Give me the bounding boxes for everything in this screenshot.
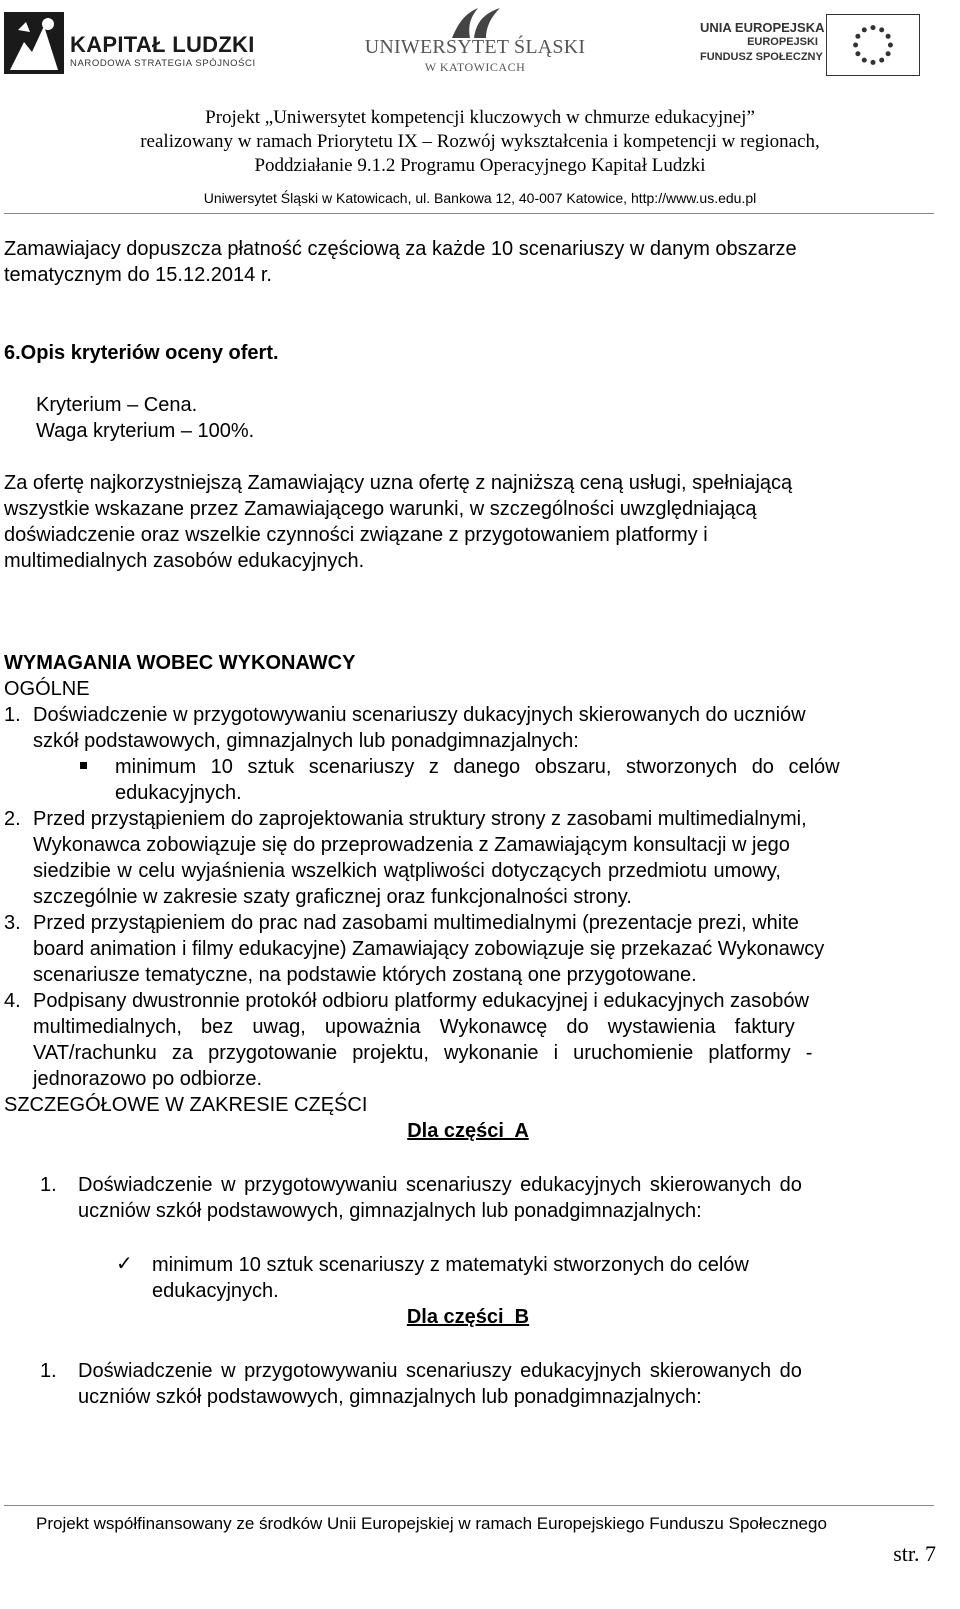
general-item-4-line-4: jednorazowo po odbiorze. bbox=[33, 1068, 263, 1090]
general-item-1-number: 1. bbox=[4, 704, 21, 726]
part-a-item-number: 1. bbox=[40, 1174, 57, 1196]
general-item-3-line-3: scenariusze tematyczne, na podstawie których zostaną one przygotowane. bbox=[33, 964, 697, 986]
eu-logo-line3: FUNDUSZ SPOŁECZNY bbox=[700, 51, 823, 63]
header-divider bbox=[4, 213, 934, 214]
university-logo-subtitle: W KATOWICACH bbox=[424, 60, 526, 74]
general-item-4-line-3: VAT/rachunku za przygotowanie projektu, wykonanie i uruchomienie platformy - bbox=[33, 1042, 813, 1064]
general-item-4-line-2: multimedialnych, bez uwag, upoważnia Wykonawcę do wystawienia faktury bbox=[33, 1016, 795, 1038]
general-item-3-line-2: board animation i filmy edukacyjne) Zamawiający zobowiązuje się przekazać Wykonawcy bbox=[33, 938, 825, 960]
part-a-heading: Dla części A bbox=[407, 1120, 529, 1142]
part-a-line-2: uczniów szkół podstawowych, gimnazjalnych lub ponadgimnazjalnych: bbox=[78, 1200, 702, 1222]
part-b-line-2: uczniów szkół podstawowych, gimnazjalnych lub ponadgimnazjalnych: bbox=[78, 1386, 702, 1408]
detailed-requirements-label: SZCZEGÓŁOWE W ZAKRESIE CZĘŚCI bbox=[4, 1094, 368, 1116]
university-logo-title: UNIWERSYTET ŚLĄSKI bbox=[364, 36, 586, 58]
university-address: Uniwersytet Śląski w Katowicach, ul. Bankowa 12, 40-007 Katowice, http://www.us.edu.pl bbox=[203, 190, 757, 206]
project-line-2: realizowany w ramach Priorytetu IX – Rozwój wykształcenia i kompetencji w regionach, bbox=[140, 131, 820, 152]
general-item-1-bullet-line-2: edukacyjnych. bbox=[115, 782, 242, 804]
criterion-weight-text: Waga kryterium – 100%. bbox=[36, 420, 255, 442]
general-item-4-number: 4. bbox=[4, 990, 21, 1012]
payment-note-line-1: Zamawiajacy dopuszcza płatność częściową za każde 10 scenariuszy w danym obszarze bbox=[4, 238, 797, 260]
footer-cofinancing-note: Projekt współfinansowany ze środków Unii Europejskiej w ramach Europejskiego Funduszu Społecznego bbox=[36, 1514, 827, 1533]
part-a-check-line-2: edukacyjnych. bbox=[152, 1280, 279, 1302]
kapital-ludzki-logo-subtitle: NARODOWA STRATEGIA SPÓJNOŚCI bbox=[70, 58, 256, 69]
header bbox=[0, 0, 960, 215]
part-b-heading: Dla części B bbox=[406, 1306, 530, 1328]
part-b-item-number: 1. bbox=[40, 1360, 57, 1382]
general-item-4-line-1: Podpisany dwustronnie protokół odbioru platformy edukacyjnej i edukacyjnych zasobów bbox=[33, 990, 809, 1012]
square-bullet-icon bbox=[80, 762, 87, 769]
footer-divider bbox=[4, 1505, 934, 1506]
part-b-line-1: Doświadczenie w przygotowywaniu scenariuszy edukacyjnych skierowanych do bbox=[78, 1360, 802, 1382]
general-item-3-number: 3. bbox=[4, 912, 21, 934]
university-emblem-icon bbox=[448, 4, 504, 40]
offer-criteria-line-1: Za ofertę najkorzystniejszą Zamawiający uzna ofertę z najniższą ceną usługi, spełniającą bbox=[4, 472, 793, 494]
offer-criteria-line-4: multimedialnych zasobów edukacyjnych. bbox=[4, 550, 365, 572]
checkmark-icon: ✓ bbox=[116, 1251, 133, 1275]
requirements-heading: WYMAGANIA WOBEC WYKONAWCY bbox=[4, 652, 356, 674]
general-item-1-line-1: Doświadczenie w przygotowywaniu scenariuszy dukacyjnych skierowanych do uczniów bbox=[33, 704, 806, 726]
general-item-2-line-1: Przed przystąpieniem do zaprojektowania struktury strony z zasobami multimedialnymi, bbox=[33, 808, 807, 830]
general-item-2-line-2: Wykonawca zobowiązuje się do przeprowadzenia z Zamawiającym konsultacji w jego bbox=[33, 834, 790, 856]
payment-note-line-2: tematycznym do 15.12.2014 r. bbox=[4, 264, 272, 286]
general-item-2-line-3: siedzibie w celu wyjaśnienia wszelkich wątpliwości dotyczących przedmiotu umowy, bbox=[33, 860, 781, 882]
section-6-title: 6.Opis kryteriów oceny ofert. bbox=[4, 342, 279, 364]
eu-flag-icon bbox=[826, 14, 920, 76]
eu-logo-line1: UNIA EUROPEJSKA bbox=[700, 20, 825, 35]
offer-criteria-line-2: wszystkie wskazane przez Zamawiającego warunki, w szczególności uwzględniającą bbox=[4, 498, 757, 520]
part-a-line-1: Doświadczenie w przygotowywaniu scenariuszy edukacyjnych skierowanych do bbox=[78, 1174, 802, 1196]
general-item-2-line-4: szczególnie w zakresie szaty graficznej oraz funkcjonalności strony. bbox=[33, 886, 632, 908]
criterion-text: Kryterium – Cena. bbox=[36, 394, 198, 416]
kapital-ludzki-logo-icon bbox=[4, 12, 64, 74]
kapital-ludzki-logo-title: KAPITAŁ LUDZKI bbox=[70, 32, 255, 57]
project-line-3: Poddziałanie 9.1.2 Programu Operacyjnego Kapitał Ludzki bbox=[254, 155, 706, 176]
offer-criteria-line-3: doświadczenie oraz wszelkie czynności związane z przygotowaniem platformy i bbox=[4, 524, 708, 546]
eu-logo-text bbox=[700, 20, 825, 65]
general-item-1-bullet-line-1: minimum 10 sztuk scenariuszy z danego obszaru, stworzonych do celów bbox=[115, 756, 840, 778]
general-item-1-line-2: szkół podstawowych, gimnazjalnych lub ponadgimnazjalnych: bbox=[33, 730, 579, 752]
part-a-check-line-1: minimum 10 sztuk scenariuszy z matematyki stworzonych do celów bbox=[152, 1254, 749, 1276]
page-number: str. 7 bbox=[893, 1541, 936, 1566]
general-requirements-label: OGÓLNE bbox=[4, 678, 90, 700]
general-item-3-line-1: Przed przystąpieniem do prac nad zasobami multimedialnymi (prezentacje prezi, white bbox=[33, 912, 799, 934]
eu-logo-line2: EUROPEJSKI bbox=[747, 36, 818, 48]
general-item-2-number: 2. bbox=[4, 808, 21, 830]
project-line-1: Projekt „Uniwersytet kompetencji kluczowych w chmurze edukacyjnej” bbox=[205, 107, 755, 128]
